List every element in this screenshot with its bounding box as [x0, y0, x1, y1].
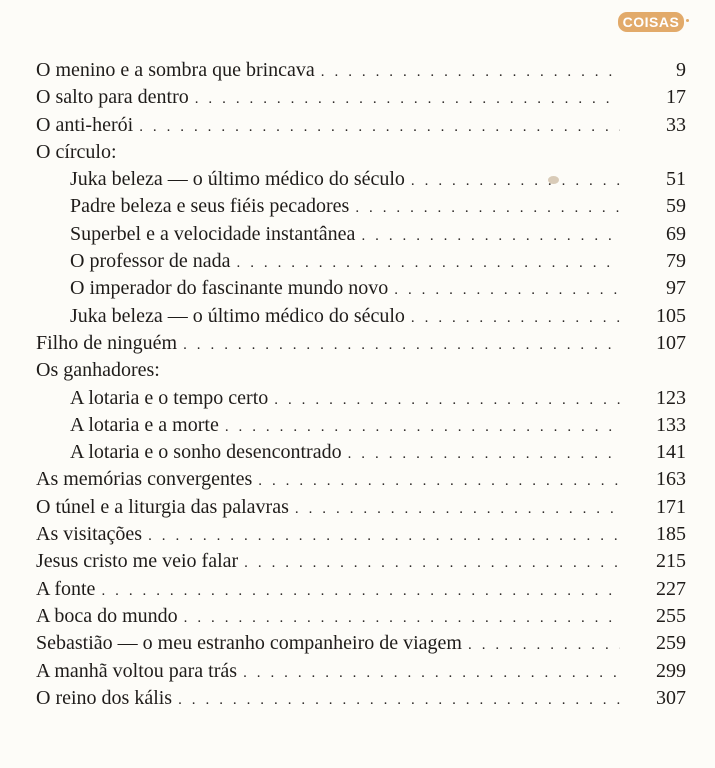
toc-entry-title: Jesus cristo me veio falar	[36, 550, 239, 573]
toc-entry-page: 69	[666, 222, 686, 245]
toc-entry-page: 79	[666, 250, 686, 273]
toc-entry-title: Filho de ninguém	[36, 331, 178, 354]
publisher-logo: COISAS	[618, 12, 684, 32]
toc-entry-page: 51	[666, 168, 686, 191]
toc-entry-title: O círculo:	[36, 140, 117, 163]
toc-entry-page: 299	[656, 659, 686, 682]
dot-leader	[184, 610, 620, 627]
toc-subentry	[36, 277, 686, 304]
logo-dot	[686, 19, 689, 22]
toc-entry-title: As visitações	[36, 523, 143, 546]
dot-leader	[468, 637, 620, 654]
toc-entry-page: 255	[656, 604, 686, 627]
dot-leader	[225, 419, 620, 436]
toc-entry-page: 163	[656, 468, 686, 491]
toc-entry-title: O anti-herói	[36, 113, 134, 136]
toc-entry-title: Superbel e a velocidade instantânea	[70, 222, 356, 245]
dot-leader	[361, 228, 620, 245]
toc-entry	[36, 468, 686, 495]
dot-leader	[321, 64, 620, 81]
toc-subentry	[36, 441, 686, 468]
dot-leader	[274, 392, 620, 409]
toc-entry	[36, 114, 686, 141]
toc-entry-title: As memórias convergentes	[36, 468, 253, 491]
toc-entry	[36, 578, 686, 605]
dot-leader	[101, 583, 620, 600]
toc-entry-page: 33	[666, 113, 686, 136]
toc-entry-page: 141	[656, 441, 686, 464]
toc-entry-title: A boca do mundo	[36, 604, 178, 627]
toc-entry-title: O túnel e a liturgia das palavras	[36, 495, 289, 518]
toc-entry	[36, 632, 686, 659]
toc-entry-page: 171	[656, 495, 686, 518]
toc-entry-page: 227	[656, 577, 686, 600]
toc-entry	[36, 59, 686, 86]
dot-leader	[178, 692, 620, 709]
toc-entry	[36, 86, 686, 113]
toc-entry-title: O professor de nada	[70, 250, 231, 273]
dot-leader	[411, 173, 620, 190]
toc-entry-page: 259	[656, 632, 686, 655]
toc-section-heading	[36, 359, 686, 386]
toc-entry-title: O salto para dentro	[36, 86, 189, 109]
toc-entry-title: A lotaria e a morte	[70, 413, 219, 436]
dot-leader	[411, 310, 620, 327]
toc-entry-page: 215	[656, 550, 686, 573]
toc-entry-title: A lotaria e o sonho desencontrado	[70, 441, 342, 464]
toc-entry-page: 307	[656, 686, 686, 709]
toc-entry-page: 105	[656, 304, 686, 327]
toc-entry-title: A fonte	[36, 577, 96, 600]
dot-leader	[183, 337, 620, 354]
dot-leader	[195, 91, 620, 108]
dot-leader	[244, 555, 620, 572]
dot-leader	[258, 473, 620, 490]
toc-entry-title: Sebastião — o meu estranho companheiro de viagem	[36, 632, 462, 655]
toc-entry-page: 59	[666, 195, 686, 218]
toc-entry	[36, 332, 686, 359]
toc-entry	[36, 660, 686, 687]
toc-entry	[36, 523, 686, 550]
toc-entry	[36, 605, 686, 632]
toc-subentry	[36, 387, 686, 414]
toc-entry-title: A lotaria e o tempo certo	[70, 386, 269, 409]
toc-entry-page: 133	[656, 413, 686, 436]
toc-entry-page: 185	[656, 523, 686, 546]
toc-entry-title: Os ganhadores:	[36, 359, 160, 382]
toc-entry	[36, 496, 686, 523]
toc-entry-title: A manhã voltou para trás	[36, 659, 238, 682]
toc-entry-title: Juka beleza — o último médico do século	[70, 304, 405, 327]
toc-entry-title: O menino e a sombra que brincava	[36, 59, 315, 81]
toc-entry	[36, 550, 686, 577]
toc-entry-page: 97	[666, 277, 686, 300]
dot-leader	[295, 501, 620, 518]
toc-entry-title: Padre beleza e seus fiéis pecadores	[70, 195, 350, 218]
dot-leader	[355, 200, 620, 217]
table-of-contents	[36, 59, 686, 714]
toc-subentry	[36, 305, 686, 332]
toc-subentry	[36, 168, 686, 195]
toc-entry-page: 17	[666, 86, 686, 109]
toc-subentry	[36, 250, 686, 277]
toc-section-heading	[36, 141, 686, 168]
toc-entry-page: 107	[656, 331, 686, 354]
paper-speck	[548, 176, 559, 184]
dot-leader	[348, 446, 620, 463]
toc-entry-title: O imperador do fascinante mundo novo	[70, 277, 389, 300]
dot-leader	[148, 528, 620, 545]
toc-entry-title: Juka beleza — o último médico do século	[70, 168, 405, 191]
toc-subentry	[36, 414, 686, 441]
toc-subentry	[36, 195, 686, 222]
toc-entry-page: 123	[656, 386, 686, 409]
toc-entry-title: O reino dos kális	[36, 686, 173, 709]
dot-leader	[139, 119, 620, 136]
dot-leader	[237, 255, 621, 272]
toc-entry-page: 9	[676, 59, 686, 81]
dot-leader	[394, 282, 620, 299]
toc-entry	[36, 687, 686, 714]
dot-leader	[243, 665, 620, 682]
toc-subentry	[36, 223, 686, 250]
